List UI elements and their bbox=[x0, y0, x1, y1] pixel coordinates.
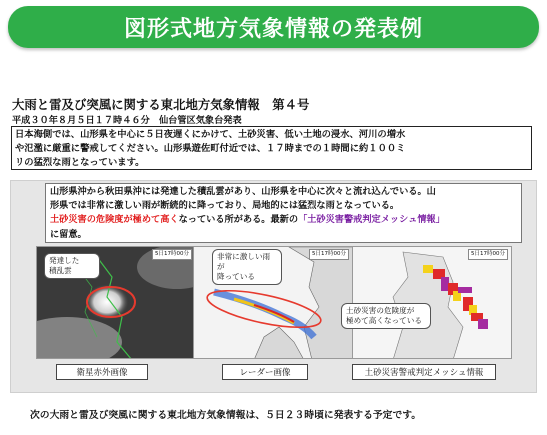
radar-caption: レーダー画像 bbox=[222, 364, 308, 380]
bulletin-issued: 平成３０年８月５日１７時４６分 仙台管区気象台発表 bbox=[12, 115, 242, 126]
lead-line: リの猛烈な雨となっています。 bbox=[15, 157, 145, 168]
detail-line bbox=[50, 213, 517, 227]
bulletin-heading: 大雨と雷及び突風に関する東北地方気象情報 第４号 bbox=[12, 97, 310, 112]
lead-line: 日本海側では、山形県を中心に５日夜遅くにかけて、土砂災害、低い土地の浸水、河川の増水 bbox=[15, 129, 406, 140]
detail-mid-text: なっている所がある。最新の bbox=[178, 214, 299, 226]
lead-line: や氾濫に厳重に警戒してください。山形県遊佐町付近では、１７時までの１時間に約１００ミ bbox=[15, 143, 406, 154]
lead-summary bbox=[11, 126, 532, 170]
hazard-callout: 土砂災害の危険度が 極めて高くなっている bbox=[341, 303, 431, 329]
detail-line: 山形県沖から秋田県沖には発達した積乱雲があり、山形県を中心に次々と流れ込んでいる。山 bbox=[50, 186, 436, 197]
detail-line: に留意。 bbox=[50, 228, 87, 240]
banner-title: 図形式地方気象情報の発表例 bbox=[123, 16, 423, 42]
mesh-caption: 土砂災害警戒判定メッシュ情報 bbox=[352, 364, 496, 380]
title-banner bbox=[8, 6, 539, 48]
danger-text: 土砂災害の危険度が極めて高く bbox=[50, 214, 179, 226]
detail-text bbox=[45, 183, 522, 243]
mesh-info-link[interactable]: 「土砂災害警戒判定メッシュ情報」 bbox=[298, 214, 445, 226]
timestamp-label: 5日17時00分 bbox=[309, 249, 349, 260]
next-issue-note: 次の大雨と雷及び突風に関する東北地方気象情報は、５日２３時頃に発表する予定です。 bbox=[30, 410, 422, 421]
satellite-caption: 衛星赤外画像 bbox=[56, 364, 148, 380]
cloud-callout: 発達した 積乱雲 bbox=[44, 253, 100, 279]
timestamp-label: 5日17時00分 bbox=[468, 249, 508, 260]
rain-callout: 非常に激しい雨が 降っている bbox=[212, 249, 282, 285]
detail-line: 形県では非常に激しい雨が断続的に降っており、局地的には猛烈な雨となっている。 bbox=[50, 200, 400, 212]
timestamp-label: 5日17時00分 bbox=[152, 249, 192, 260]
